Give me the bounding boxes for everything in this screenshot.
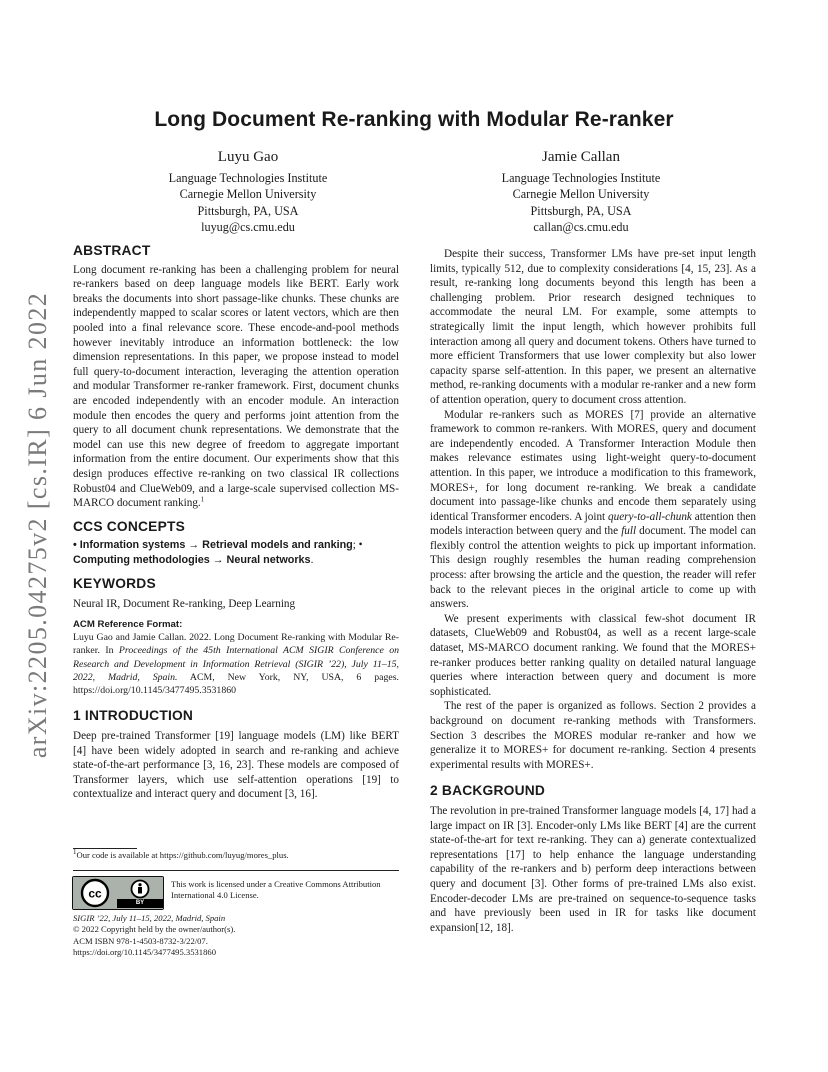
cc-icon	[73, 877, 117, 909]
intro-heading: 1 INTRODUCTION	[73, 708, 194, 724]
footnote-rule	[73, 848, 137, 849]
author-university: Carnegie Mellon University	[512, 187, 650, 202]
left-column	[73, 244, 399, 802]
paragraph: Modular re-rankers such as MORES [7] provide an alternative framework to common re-rankers. With MORES, query and document are independently encoded. A Transformer Interaction Module then makes relevance estimates using light-weight query-to-document attention. In this paper, we introduce a modification to this framework, MORES+, for long document re-ranking. We break a candidate document into passage-like chunks and encode them separately using identical Transformer encoders. A joint query-to-all-chunk attention then models interaction between query and the full document. The model can flexibly control the attention weights to pick up important information. This design roughly resembles the human reading comprehension process: after browsing the article and the question, the reader will refer back to the relevant pieces in the original article to come up with answers.	[430, 408, 757, 611]
paragraph: The rest of the paper is organized as follows. Section 2 provides a background on document re-ranking methods with Transformers. Section 3 describes the MORES modular re-ranker and how we generalize it to MORES+ for document re-ranking. Section 4 presents experimental results with MORES+.	[430, 700, 756, 771]
author-name: Luyu Gao	[217, 149, 279, 165]
footnote-mark: 1	[200, 495, 205, 504]
author-name: Jamie Callan	[542, 149, 620, 165]
ccs-concepts: • Information systems → Retrieval models and ranking; • Computing methodologies → Neural networks.	[73, 539, 363, 566]
background-heading: 2 BACKGROUND	[430, 783, 546, 799]
reference-format-heading: ACM Reference Format:	[73, 618, 183, 630]
paragraph: We present experiments with classical few-shot document IR datasets, ClueWeb09 and Robust04, as well as a recent large-scale dataset, MS-MARCO document ranking. We found that the MORES+ re-ranker produces better ranking quality on detailed natural language queries where interaction between query and document is more sophisticated.	[430, 612, 756, 698]
keywords-heading: KEYWORDS	[73, 576, 156, 592]
author-email: callan@cs.cmu.edu	[533, 220, 629, 235]
author-location: Pittsburgh, PA, USA	[197, 203, 299, 218]
background-text: The revolution in pre-trained Transformer language models [4, 17] had a large impact on IR [3]. Encoder-only LMs like BERT [4] are the current state-of-the-art for text re-ranking. They can a) generate contextualized representations [17] to help enhance the language understanding capability of the re-rankers and b) perform deep interactions between query and document [3]. Other forms of pre-trained LMs also exist. Encoder-decoder LMs are pre-trained on sequence-to-sequence tasks and have previously been used in IR for tasks like document expansion[12, 18].	[430, 804, 756, 934]
intro-text: Deep pre-trained Transformer [19] language models (LM) like BERT [4] have been widely adopted in search and re-ranking and achieve state-of-the-art performance [3, 16, 23]. These models are composed of Transformer layers, which use self-attention operations [19] to contextualize and interact query and document [3, 16].	[73, 730, 399, 801]
author-block-2	[431, 147, 731, 236]
author-email: luyug@cs.cmu.edu	[201, 220, 295, 235]
author-affiliation: Language Technologies Institute	[168, 171, 328, 185]
author-location: Pittsburgh, PA, USA	[530, 203, 632, 218]
author-block-1	[98, 147, 398, 236]
paper-title: Long Document Re-ranking with Modular Re-ranker	[154, 108, 674, 131]
abstract-heading: ABSTRACT	[73, 243, 151, 258]
license-rule	[73, 870, 399, 871]
paragraph: Despite their success, Transformer LMs have pre-set input length limits, typically 512, due to complexity considerations [4, 15, 23]. As a result, re-ranking long documents beyond this length has been a challenging problem. Prior research designed techniques to accommodate the neural LM. For example, some attempts to strategically limit the input length, which however prohibits full interaction among all query and document tokens. Others have turned to more efficient Transformers that use lower complexity but also lower capacity sparse self-attention. In this paper, we present an alternative method, re-ranking documents with a modular re-ranker and a new form of attention operation, query to document cross attention.	[430, 248, 756, 406]
right-column	[430, 247, 756, 935]
reference-format: ACM Reference Format: Luyu Gao and Jamie Callan. 2022. Long Document Re-ranking with Modular Re-ranker. In Proceedings of the 45th International ACM SIGIR Conference on Research and Development in Information Retrieval (SIGIR ’22), July 11–15, 2022, Madrid, Spain. ACM, New York, NY, USA, 6 pages. https://doi.org/10.1145/3477495.3531860	[73, 618, 400, 697]
author-affiliation: Language Technologies Institute	[501, 171, 661, 185]
footnote: $^1$Our code is available at https://github.com/luyug/mores_plus.	[73, 848, 289, 860]
arxiv-id: arXiv:2205.04275v2 [cs.IR] 6 Jun 2022	[23, 291, 52, 759]
author-university: Carnegie Mellon University	[179, 187, 317, 202]
svg-text:cc: cc	[88, 886, 102, 901]
ccs-heading: CCS CONCEPTS	[73, 518, 186, 534]
cc-license-badge	[72, 876, 164, 910]
keywords-text: Neural IR, Document Re-ranking, Deep Learning	[73, 598, 296, 611]
arxiv-sidebar	[8, 290, 68, 760]
conference-info: SIGIR ’22, July 11–15, 2022, Madrid, Spain © 2022 Copyright held by the owner/author(s). ACM ISBN 978-1-4503-8732-3/22/07. https://doi.org/10.1145/3477495.3531860	[73, 913, 236, 958]
abstract-text: Long document re-ranking has been a challenging problem for neural re-rankers based on deep language models like BERT. Early work breaks the documents into short passage-like chunks. These chunks are independently mapped to scalar scores or latent vectors, which are then pooled into a final relevance score. These encode-and-pool methods however inevitably introduce an information bottleneck: the low dimension representations. In this paper, we propose instead to model full query-to-document interaction, leveraging the attention operation and modular Transformer re-ranker framework. First, document chunks are encoded independently with an encoder module. An interaction module then encodes the query and performs joint attention from the query to all document chunk representations. We demonstrate that the model can use this new degree of freedom to aggregate important information from the entire document. Our experiments show that this design produces effective re-ranking on two classical IR collections Robust04 and ClueWeb09, and a large-scale supervised collection MS-MARCO document ranking.$^1$	[73, 263, 399, 510]
license-text: This work is licensed under a Creative Commons Attribution International 4.0 License.	[171, 879, 381, 901]
by-icon: BY	[117, 877, 163, 909]
